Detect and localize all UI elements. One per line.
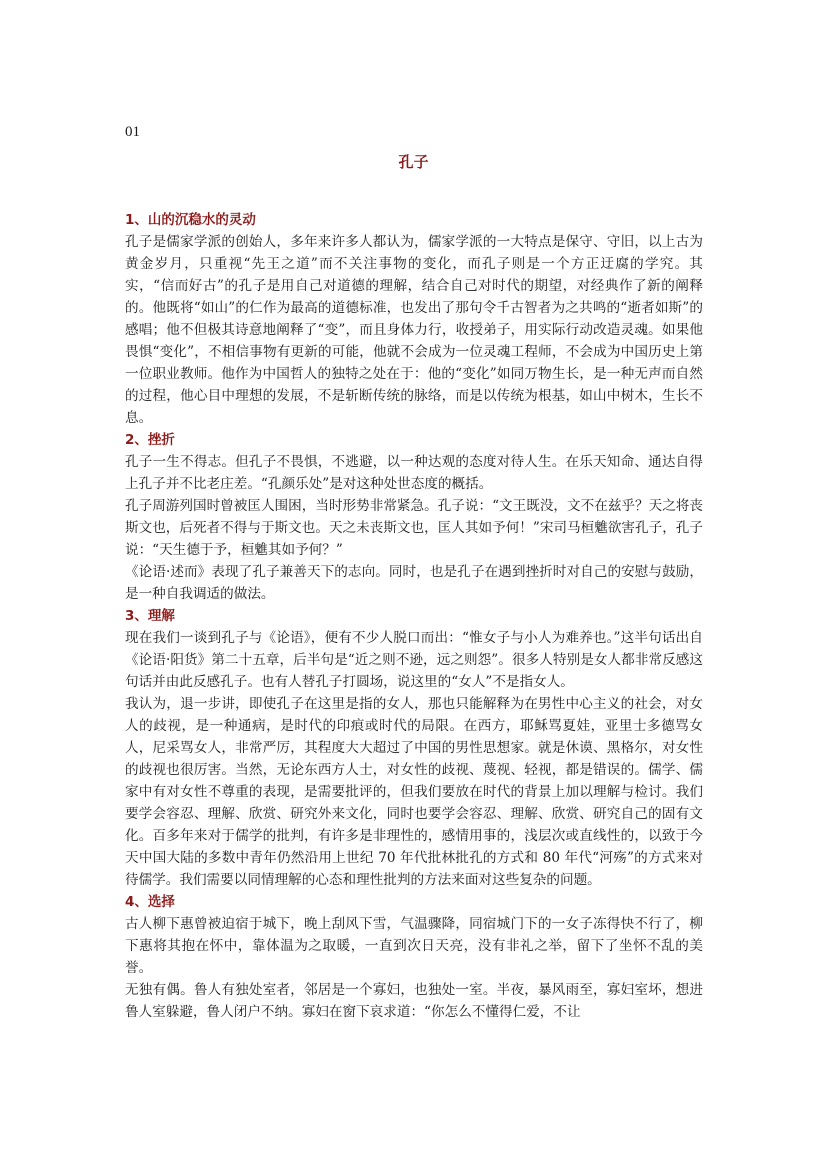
section-heading-4: 4、选择 bbox=[125, 894, 175, 910]
section-2-paragraph-2: 孔子周游列国时曾被匡人围困，当时形势非常紧急。孔子说：“文王既没，文不在兹乎？天之将丧斯文也，后死者不得与于斯文也。天之未丧斯文也，匡人其如予何！”宋司马桓魋欲害孔子，孔子说：“天生德于予，桓魋其如予何？” bbox=[125, 498, 703, 558]
section-1-paragraph-1: 孔子是儒家学派的创始人，多年来许多人都认为，儒家学派的一大特点是保守、守旧，以上古为黄金岁月，只重视“先王之道”而不关注事物的变化，而孔子则是一个方正迂腐的学究。其实，“信而好古”的孔子是用自己对道德的理解，结合自己对时代的期望，对经典作了新的阐释的。他既将“如山”的仁作为最高的道德标准，也发出了那句令千古智者为之共鸣的“逝者如斯”的感唱；他不但极其诗意地阐释了“变”，而且身体力行，收授弟子，用实际行动改造灵魂。如果他畏惧“变化”，不相信事物有更新的可能，他就不会成为一位灵魂工程师，不会成为中国历史上第一位职业教师。他作为中国哲人的独特之处在于：他的“变化”如同万物生长，是一种无声而自然的过程，他心目中理想的发展，不是斩断传统的脉络，而是以传统为根基，如山中树木，生长不息。 bbox=[125, 234, 703, 426]
section-3-paragraph-2: 我认为，退一步讲，即使孔子在这里是指的女人，那也只能解释为在男性中心主义的社会，对女人的歧视，是一种通病，是时代的印痕或时代的局限。在西方，耶稣骂夏娃，亚里士多德骂女人，尼采骂女人，非常严厉，其程度大大超过了中国的男性思想家。就是休谟、黑格尔，对女性的歧视也很厉害。当然，无论东西方人士，对女性的歧视、蔑视、轻视，都是错误的。儒学、儒家中有对女性不尊重的表现，是需要批评的，但我们要放在时代的背景上加以理解与检讨。我们要学会容忍、理解、欣赏、研究外来文化，同时也要学会容忍、理解、欣赏、研究自己的固有文化。百多年来对于儒学的批判，有许多是非理性的，感情用事的，浅层次或直线性的，以致于今天中国大陆的多数中青年仍然沿用上世纪 70 年代批林批孔的方式和 80 年代“河殇”的方式来对待儒学。我们需要以同情理解的心态和理性批判的方法来面对这些复杂的问题。 bbox=[125, 696, 703, 888]
section-heading-1: 1、山的沉稳水的灵动 bbox=[125, 212, 256, 228]
section-3-paragraph-1: 现在我们一谈到孔子与《论语》，便有不少人脱口而出：“惟女子与小人为难养也。”这半句话出自《论语·阳货》第二十五章，后半句是“近之则不逊，远之则怨”。很多人特别是女人都非常反感这句话并由此反感孔子。也有人替孔子打圆场，说这里的“女人”不是指女人。 bbox=[125, 630, 703, 690]
section-4-paragraph-2: 无独有偶。鲁人有独处室者，邻居是一个寡妇，也独处一室。半夜，暴风雨至，寡妇室坏，想进鲁人室躲避，鲁人闭户不纳。寡妇在窗下哀求道：“你怎么不懂得仁爱，不让 bbox=[125, 982, 703, 1020]
page-title: 孔子 bbox=[398, 153, 429, 171]
section-2-paragraph-1: 孔子一生不得志。但孔子不畏惧，不逃避，以一种达观的态度对待人生。在乐天知命、通达自得上孔子并不比老庄差。“孔颜乐处”是对这种处世态度的概括。 bbox=[125, 454, 703, 492]
article-body bbox=[125, 209, 703, 1023]
section-heading-2: 2、挫折 bbox=[125, 432, 175, 448]
page-number: 01 bbox=[125, 124, 140, 140]
section-4-paragraph-1: 古人柳下惠曾被迫宿于城下，晚上刮风下雪，气温骤降，同宿城门下的一女子冻得快不行了，柳下惠将其抱在怀中，靠体温为之取暖，一直到次日天亮，没有非礼之举，留下了坐怀不乱的美誉。 bbox=[125, 916, 703, 976]
section-heading-3: 3、理解 bbox=[125, 608, 175, 624]
section-2-paragraph-3: 《论语·述而》表现了孔子兼善天下的志向。同时，也是孔子在遇到挫折时对自己的安慰与鼓励，是一种自我调适的做法。 bbox=[125, 564, 703, 602]
